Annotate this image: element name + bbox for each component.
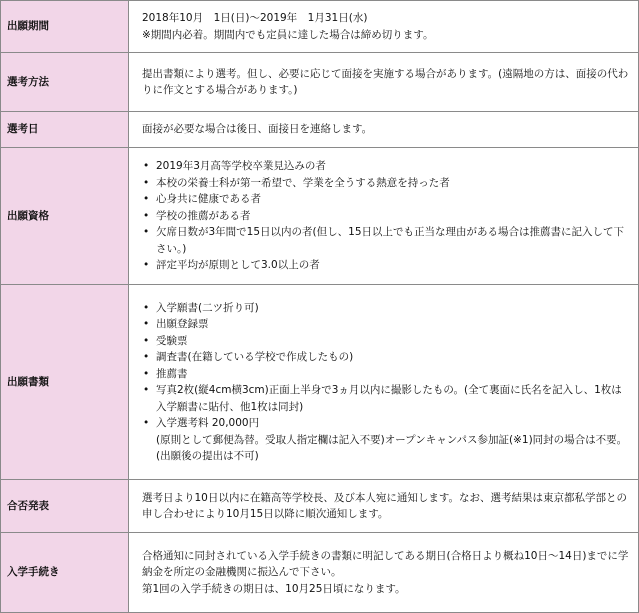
bullet-icon: • (143, 193, 150, 206)
table-row (1, 285, 639, 480)
bullet-icon: • (143, 351, 150, 363)
list-item: • 受験票 (142, 333, 632, 350)
list-item: • 写真2枚(縦4cm横3cm)正面上半身で3ヵ月以内に撮影したもの。(全て裏面に氏名を記入し、1枚は入学願書に貼付、他1枚は同封) (143, 384, 622, 413)
enrollment-content (129, 533, 639, 613)
selection-method-text: 提出書類により選考。但し、必要に応じて面接を実施する場合があります。(遠隔地の方は、面接の代わりに作文とする場合があります。) (142, 67, 629, 96)
bullet-icon: • (143, 318, 150, 330)
list-item: • 入学願書(二ツ折り可) (142, 300, 632, 317)
list-item: • 学校の推薦がある者 (142, 208, 632, 225)
row-label-enrollment: 入学手続き (1, 533, 129, 613)
row-label-documents: 出願書類 (1, 285, 129, 480)
bullet-icon: • (143, 209, 150, 222)
table-row (1, 533, 639, 613)
table-row (1, 1, 639, 53)
list-item: • 出願登録票 (142, 316, 632, 333)
row-label-selection-date: 選考日 (1, 112, 129, 148)
list-item: • 欠席日数が3年間で15日以内の者(但し、15日以上でも正当な理由がある場合は推薦書に記入して下さい。) (143, 226, 624, 255)
table-row (1, 112, 639, 148)
table-row (1, 480, 639, 533)
list-item: • 2019年3月高等学校卒業見込みの者 (142, 158, 632, 175)
eligibility-content (129, 148, 639, 285)
application-period-dates: 2018年10月 1日(日)～2019年 1月31日(水) (142, 12, 368, 24)
list-item: • 本校の栄養士科が第一希望で、学業を全うする熱意を持った者 (142, 175, 632, 192)
fee-note: (原則として郵便為替。受取人指定欄は記入不要)オープンキャンパス参加証(※1)同封の場合は不要。(出願後の提出は不可) (156, 433, 628, 462)
list-item: • 心身共に健康である者 (142, 191, 632, 208)
selection-method-content (129, 53, 639, 112)
row-label-eligibility: 出願資格 (1, 148, 129, 285)
row-label-selection-method: 選考方法 (1, 53, 129, 112)
bullet-icon: • (143, 160, 150, 173)
application-period-note: ※期間内必着。期間内でも定員に達した場合は締め切ります。 (142, 28, 434, 41)
results-content (129, 480, 639, 533)
application-period-content (129, 1, 639, 53)
enrollment-deadline: 第1回の入学手続きの期日は、10月25日頃になります。 (142, 582, 406, 595)
row-label-application-period: 出願期間 (1, 1, 129, 53)
list-item: • 入学選考料 20,000円 (原則として郵便為替。受取人指定欄は記入不要)オープンキャンパス参加証(※1)同封の場合は不要。(出願後の提出は不可) (142, 415, 632, 465)
bullet-icon: • (143, 301, 150, 314)
documents-list (142, 300, 632, 465)
selection-date-content (129, 112, 639, 148)
bullet-icon: • (143, 384, 150, 396)
bullet-icon: • (143, 417, 150, 429)
enrollment-text: 合格通知に同封されている入学手続きの書類に明記してある期日(合格日より概ね10日～14日)までに学納金を所定の金融機関に振込んで下さい。 (142, 549, 629, 579)
bullet-icon: • (143, 176, 150, 189)
eligibility-list (142, 158, 632, 274)
bullet-icon: • (143, 226, 150, 239)
row-label-results: 合否発表 (1, 480, 129, 533)
bullet-icon: • (143, 259, 150, 272)
table-row (1, 148, 639, 285)
table-row (1, 53, 639, 112)
list-item: • 評定平均が原則として3.0以上の者 (142, 257, 632, 274)
bullet-icon: • (143, 367, 150, 380)
bullet-icon: • (143, 334, 150, 347)
selection-date-text: 面接が必要な場合は後日、面接日を連絡します。 (142, 123, 373, 136)
list-item: • 推薦書 (142, 366, 632, 383)
documents-content (129, 285, 639, 480)
results-text: 選考日より10日以内に在籍高等学校長、及び本人宛に通知します。なお、選考結果は東京都私学部との申し合わせにより10月15日以降に順次通知します。 (142, 491, 628, 520)
list-item: • 調査書(在籍している学校で作成したもの) (142, 349, 632, 366)
